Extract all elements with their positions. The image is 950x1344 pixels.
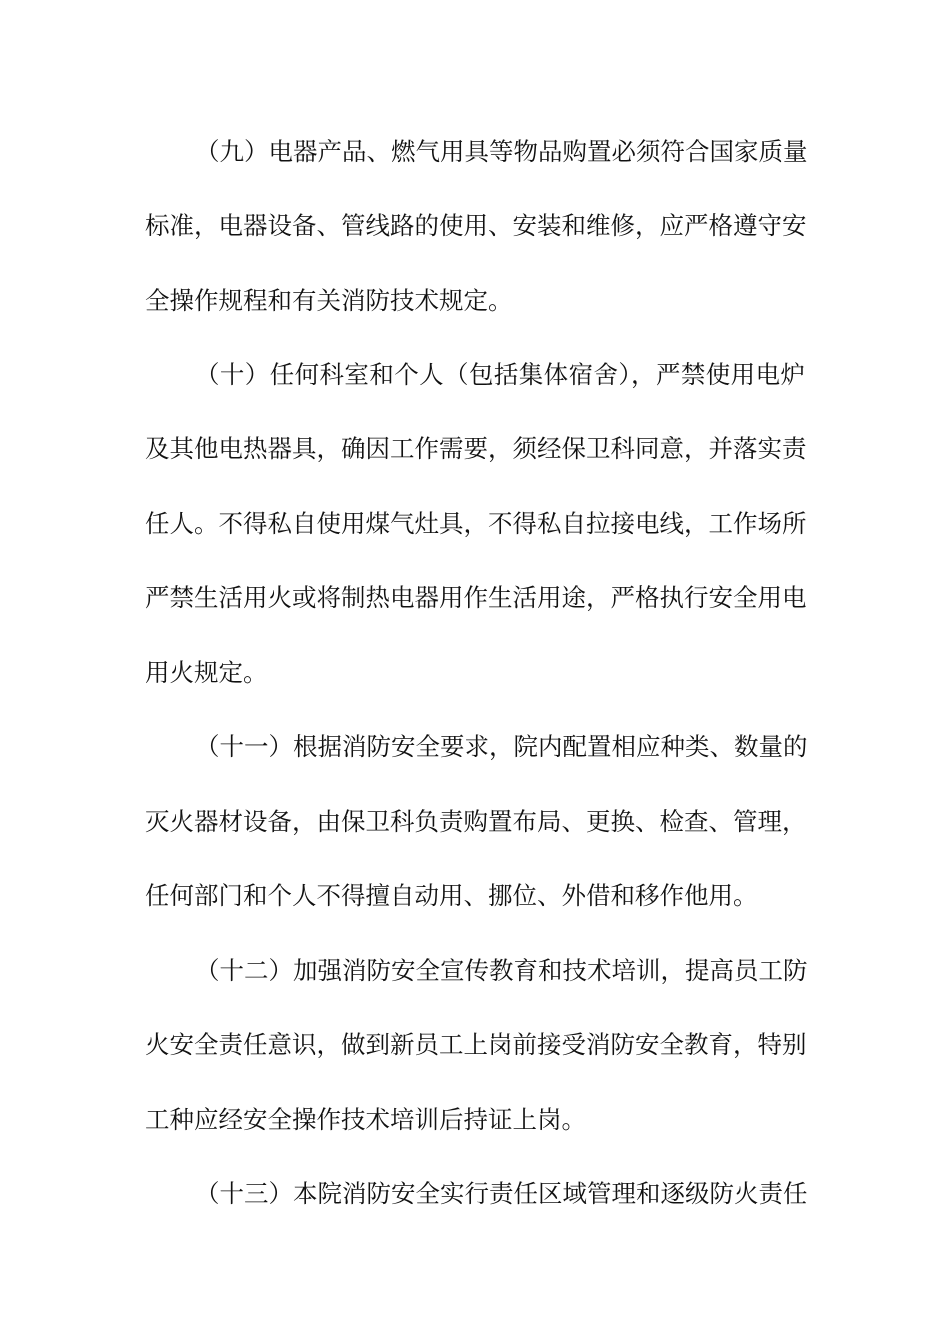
- paragraph-13-line-1: （十三）本院消防安全实行责任区域管理和逐级防火责任: [195, 1179, 808, 1208]
- paragraph-12-line-1: （十二）加强消防安全宣传教育和技术培训，提高员工防: [195, 956, 808, 985]
- paragraph-10-line-4: 严禁生活用火或将制热电器用作生活用途，严格执行安全用电: [145, 583, 807, 612]
- paragraph-10-line-2: 及其他电热器具，确因工作需要，须经保卫科同意，并落实责: [145, 434, 807, 463]
- paragraph-12-line-3: 工种应经安全操作技术培训后持证上岗。: [145, 1105, 586, 1134]
- paragraph-11-line-1: （十一）根据消防安全要求，院内配置相应种类、数量的: [195, 732, 808, 761]
- paragraph-12-line-2: 火安全责任意识，做到新员工上岗前接受消防安全教育，特别: [145, 1030, 807, 1059]
- paragraph-9-line-2: 标准，电器设备、管线路的使用、安装和维修，应严格遵守安: [145, 211, 807, 240]
- paragraph-11-line-3: 任何部门和个人不得擅自动用、挪位、外借和移作他用。: [145, 881, 758, 910]
- paragraph-11-line-2: 灭火器材设备，由保卫科负责购置布局、更换、检查、管理，: [145, 807, 807, 836]
- paragraph-10-line-5: 用火规定。: [145, 658, 268, 687]
- paragraph-9-line-3: 全操作规程和有关消防技术规定。: [145, 286, 513, 315]
- paragraph-10-line-3: 任人。不得私自使用煤气灶具，不得私自拉接电线，工作场所: [145, 509, 807, 538]
- paragraph-10-line-1: （十）任何科室和个人（包括集体宿舍），严禁使用电炉: [195, 360, 805, 389]
- paragraph-9-line-1: （九）电器产品、燃气用具等物品购置必须符合国家质量: [195, 137, 808, 166]
